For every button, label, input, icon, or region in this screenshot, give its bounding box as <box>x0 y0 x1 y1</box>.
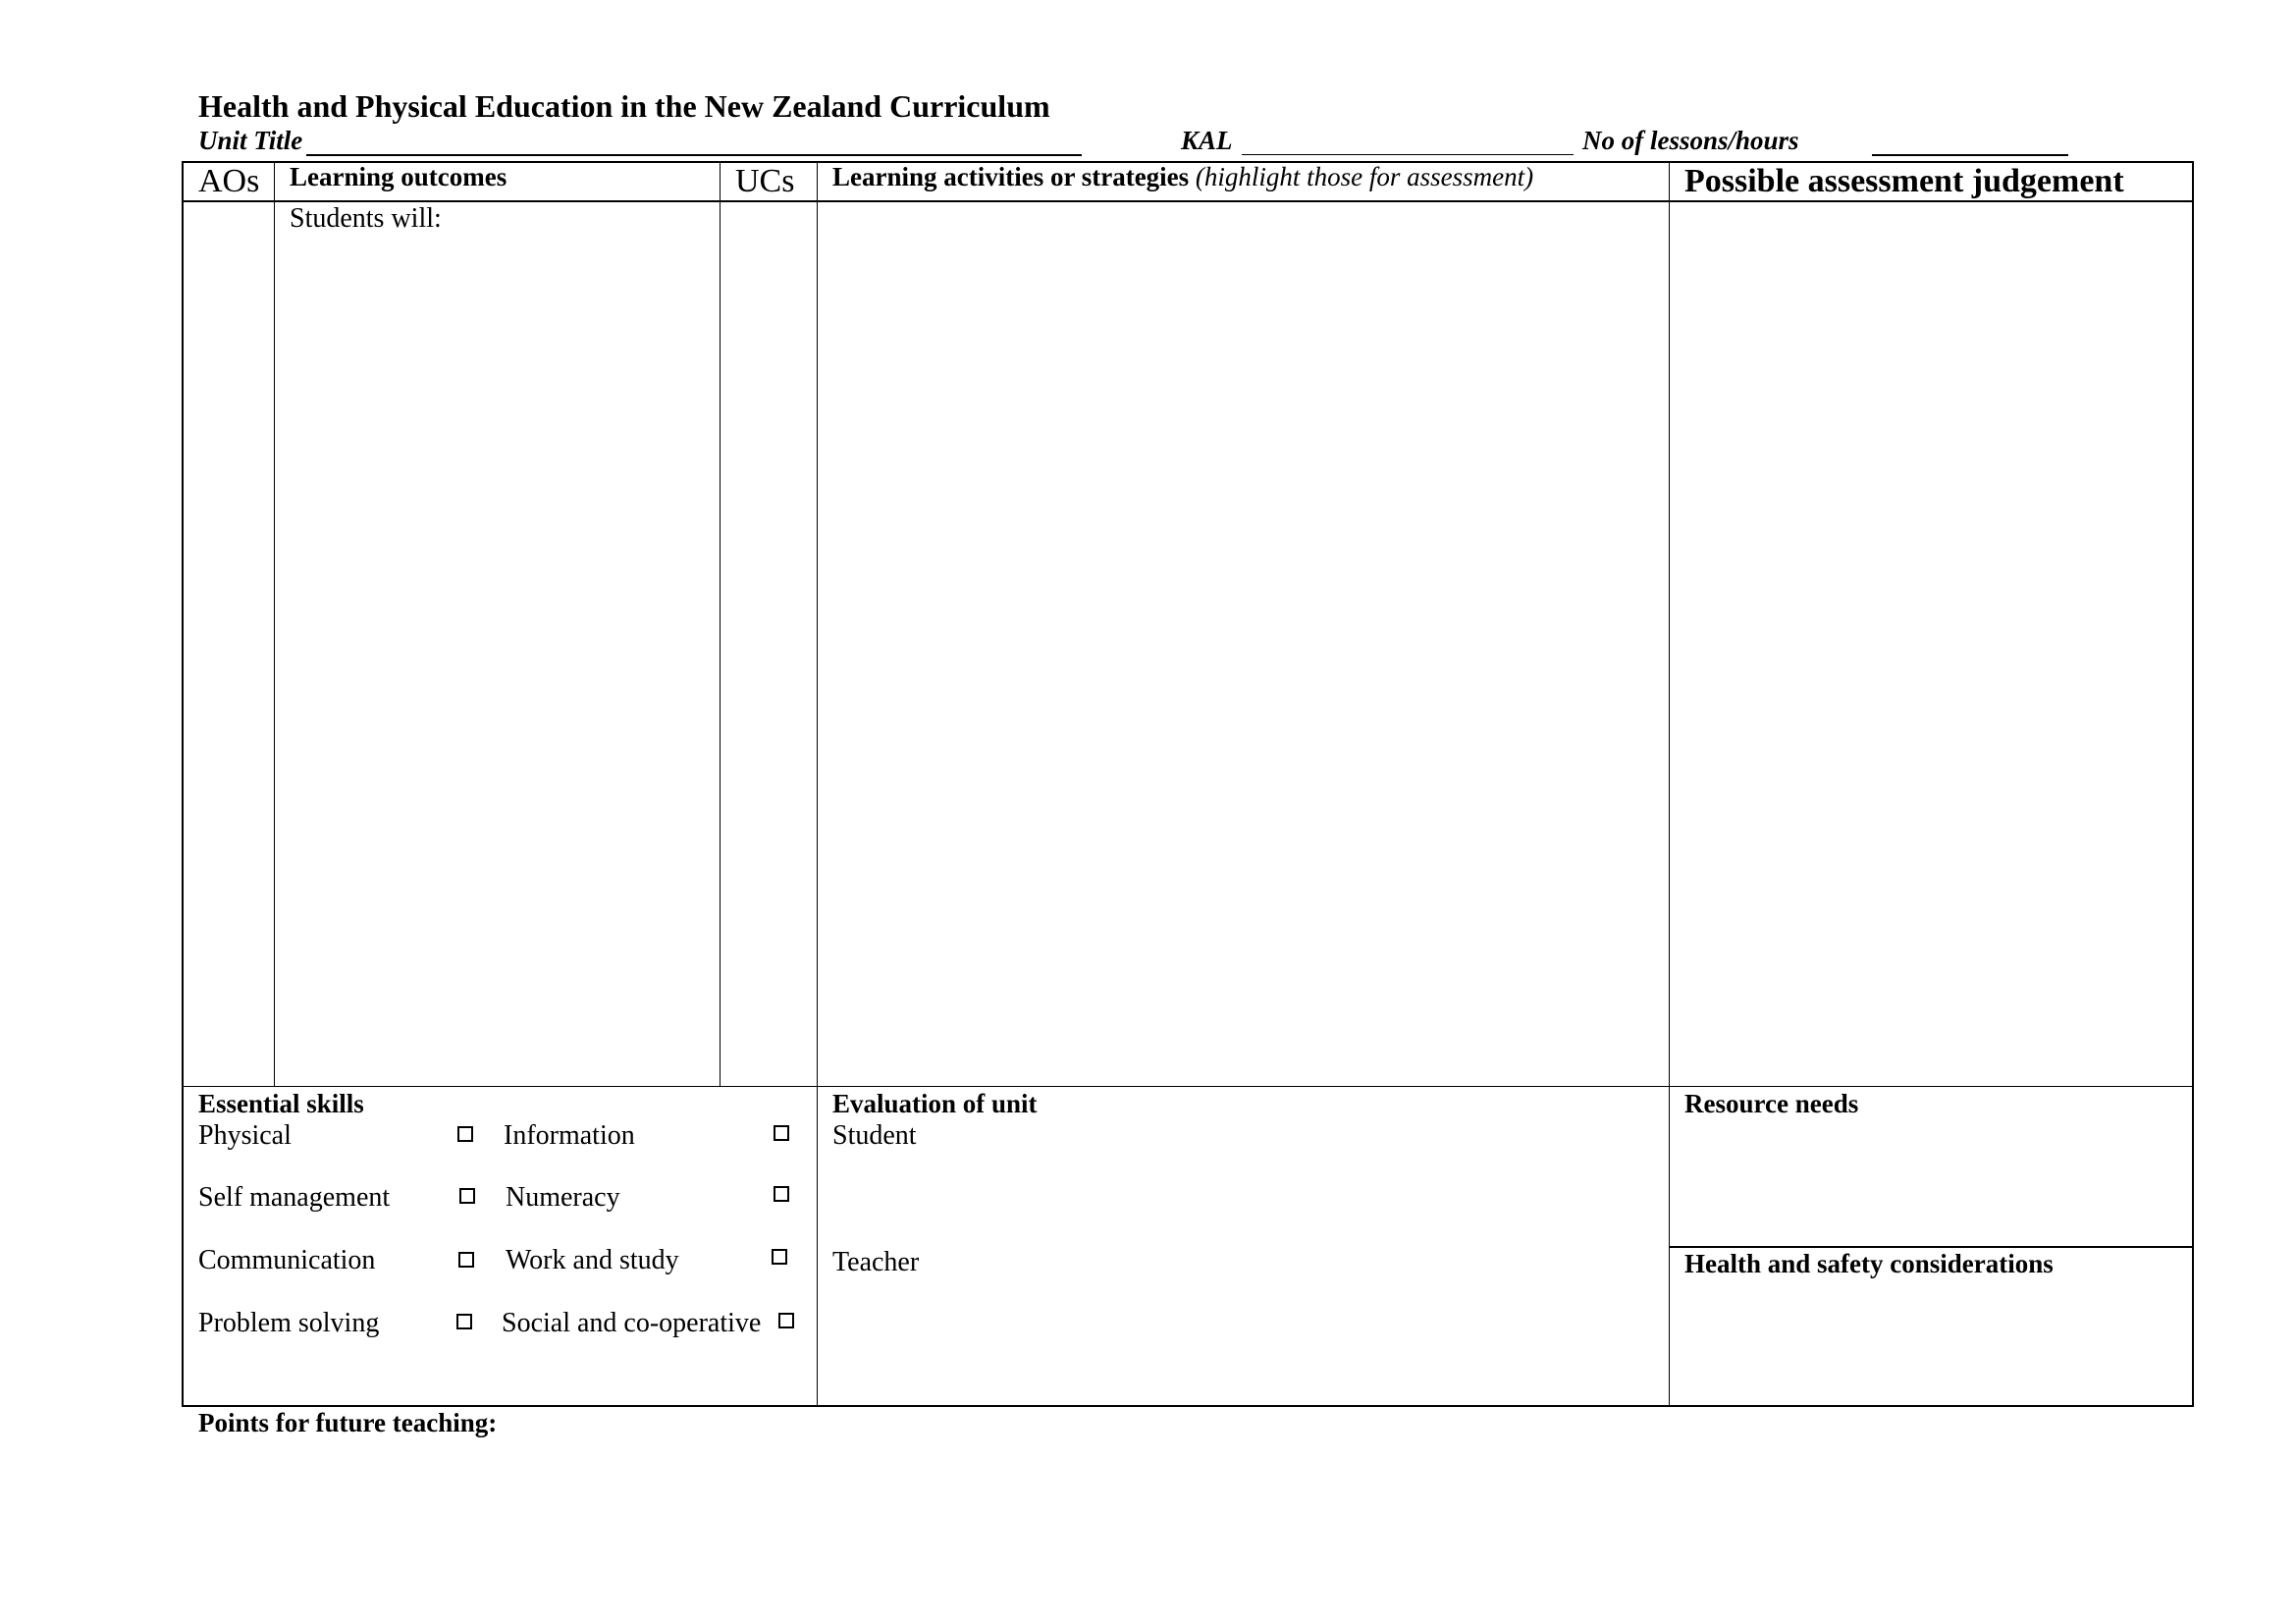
resource-needs-heading: Resource needs <box>1684 1089 1859 1118</box>
skill-label-self-management: Self management <box>198 1182 391 1213</box>
table-right-border <box>2192 161 2194 1406</box>
aos-cell[interactable] <box>184 202 273 1085</box>
skill-label-information: Information <box>504 1120 635 1151</box>
skill-label-numeracy: Numeracy <box>506 1182 620 1213</box>
activities-divider <box>1669 161 1670 1406</box>
students-will-label: Students will: <box>290 203 442 234</box>
skill-label-communication: Communication <box>198 1245 376 1275</box>
evaluation-teacher-label: Teacher <box>832 1247 920 1277</box>
skill-checkbox-physical[interactable] <box>457 1126 473 1142</box>
skill-checkbox-problem-solving[interactable] <box>456 1314 472 1329</box>
lessons-field[interactable] <box>1872 154 2068 156</box>
skill-checkbox-information[interactable] <box>774 1125 789 1141</box>
resource-needs-field[interactable] <box>1671 1122 2191 1244</box>
future-teaching-label: Points for future teaching: <box>198 1408 498 1437</box>
future-teaching-field[interactable] <box>198 1443 2191 1591</box>
document-title: Health and Physical Education in the New Zealand Curriculum <box>198 88 1050 124</box>
evaluation-student-field[interactable] <box>819 1154 1668 1247</box>
learning-activities-cell[interactable] <box>819 202 1668 1085</box>
skill-checkbox-communication[interactable] <box>458 1252 474 1268</box>
health-safety-field[interactable] <box>1671 1282 2191 1404</box>
table-bottom-border <box>182 1405 2194 1407</box>
essential-skills-heading: Essential skills <box>198 1089 364 1118</box>
resource-divider <box>1669 1246 2194 1248</box>
skill-label-physical: Physical <box>198 1120 292 1151</box>
skill-checkbox-work-and-study[interactable] <box>772 1249 787 1265</box>
column-header-learning-activities: Learning activities or strategies <box>832 162 1190 191</box>
ucs-cell[interactable] <box>721 202 816 1085</box>
skill-label-social-cooperative: Social and co-operative <box>502 1308 762 1338</box>
column-header-learning-outcomes: Learning outcomes <box>290 162 507 191</box>
health-safety-heading: Health and safety considerations <box>1684 1249 2054 1278</box>
column-header-assessment: Possible assessment judgement <box>1684 163 2124 199</box>
unit-title-label: Unit Title <box>198 126 303 155</box>
unit-title-field[interactable] <box>306 154 1082 156</box>
bottom-section-border <box>182 1086 2194 1087</box>
column-header-highlight-note: (highlight those for assessment) <box>1195 162 1534 191</box>
kal-field[interactable] <box>1242 154 1574 155</box>
skill-checkbox-social-cooperative[interactable] <box>778 1313 794 1328</box>
skill-checkbox-self-management[interactable] <box>459 1188 475 1204</box>
evaluation-heading: Evaluation of unit <box>832 1089 1038 1118</box>
outcomes-divider <box>720 161 721 1086</box>
assessment-cell[interactable] <box>1671 202 2191 1085</box>
skill-label-work-and-study: Work and study <box>506 1245 679 1275</box>
evaluation-student-label: Student <box>832 1120 917 1151</box>
learning-outcomes-cell[interactable] <box>276 236 719 1085</box>
kal-label: KAL <box>1181 126 1233 155</box>
lessons-label: No of lessons/hours <box>1582 126 1799 155</box>
skill-label-problem-solving: Problem solving <box>198 1308 380 1338</box>
ucs-divider <box>817 161 818 1406</box>
aos-divider <box>274 161 275 1086</box>
column-header-aos: AOs <box>198 163 260 199</box>
column-header-ucs: UCs <box>735 163 795 199</box>
evaluation-teacher-field[interactable] <box>819 1281 1668 1404</box>
skill-checkbox-numeracy[interactable] <box>774 1186 789 1202</box>
